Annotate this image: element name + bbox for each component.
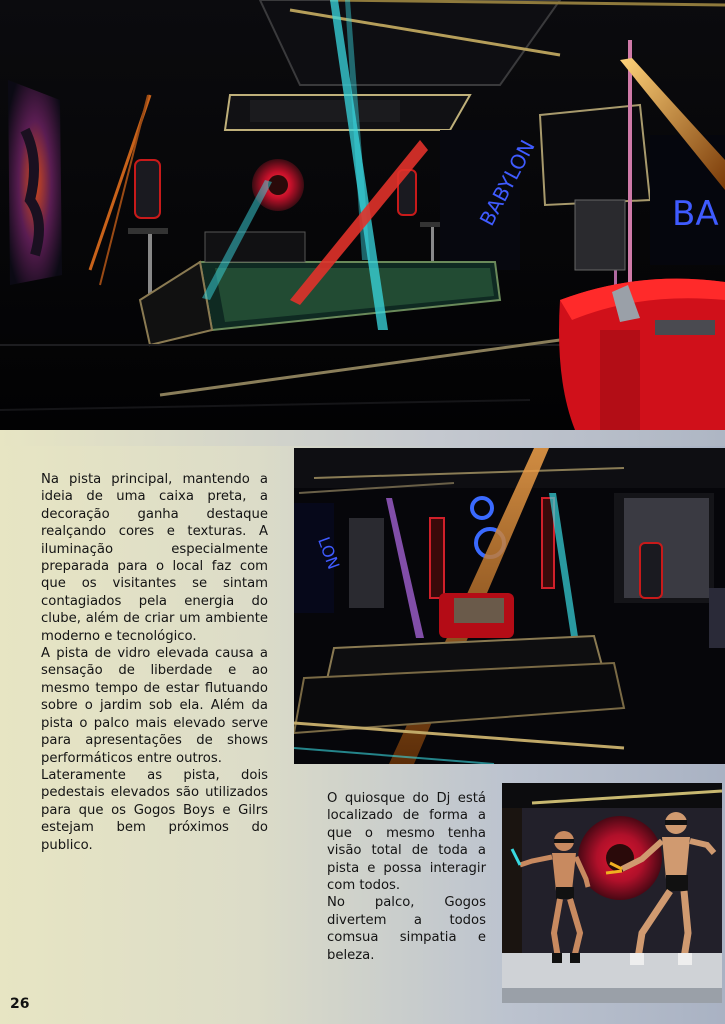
babylon-sign-text: BABYLON — [474, 135, 540, 230]
divider-band — [0, 430, 725, 446]
club-main-floor-photo — [0, 0, 725, 430]
article-column-right — [327, 790, 486, 964]
article-paragraph: A pista de vidro elevada causa a sensação de liberdade e ao mesmo tempo de estar flutuando sobre o jardim sob ela. Além da pista o palco mais elevado serve para apresentações de shows performáticos entre outros. — [41, 646, 268, 766]
babylon-sign-partial-text: BA — [672, 194, 719, 234]
page-number: 26 — [10, 996, 30, 1012]
article-paragraph: No palco, Gogos divertem a todos comsua simpatia e beleza. — [327, 895, 486, 963]
lon-sign-text: LON — [314, 534, 344, 572]
club-stage-photo — [294, 448, 725, 764]
gogo-dancers-photo — [502, 783, 722, 1003]
article-column-left — [41, 471, 268, 854]
article-paragraph: O quiosque do Dj está localizado de forma a que o mesmo tenha visão total de toda a pista e possa interagir com todos. — [327, 791, 486, 894]
article-paragraph: Na pista principal, mantendo a ideia de uma caixa preta, a decoração ganha destaque realçando cores e texturas. A iluminação especialmente preparada para o local faz com que os visitantes se sintam contagiados pela energia do clube, além de criar um ambiente moderno e tecnológico. — [41, 472, 268, 644]
article-paragraph: Lateramente as pista, dois pedestais elevados são utilizados para que os Gogos Boys e Gilrs estejam bem próximos do publico. — [41, 767, 268, 853]
